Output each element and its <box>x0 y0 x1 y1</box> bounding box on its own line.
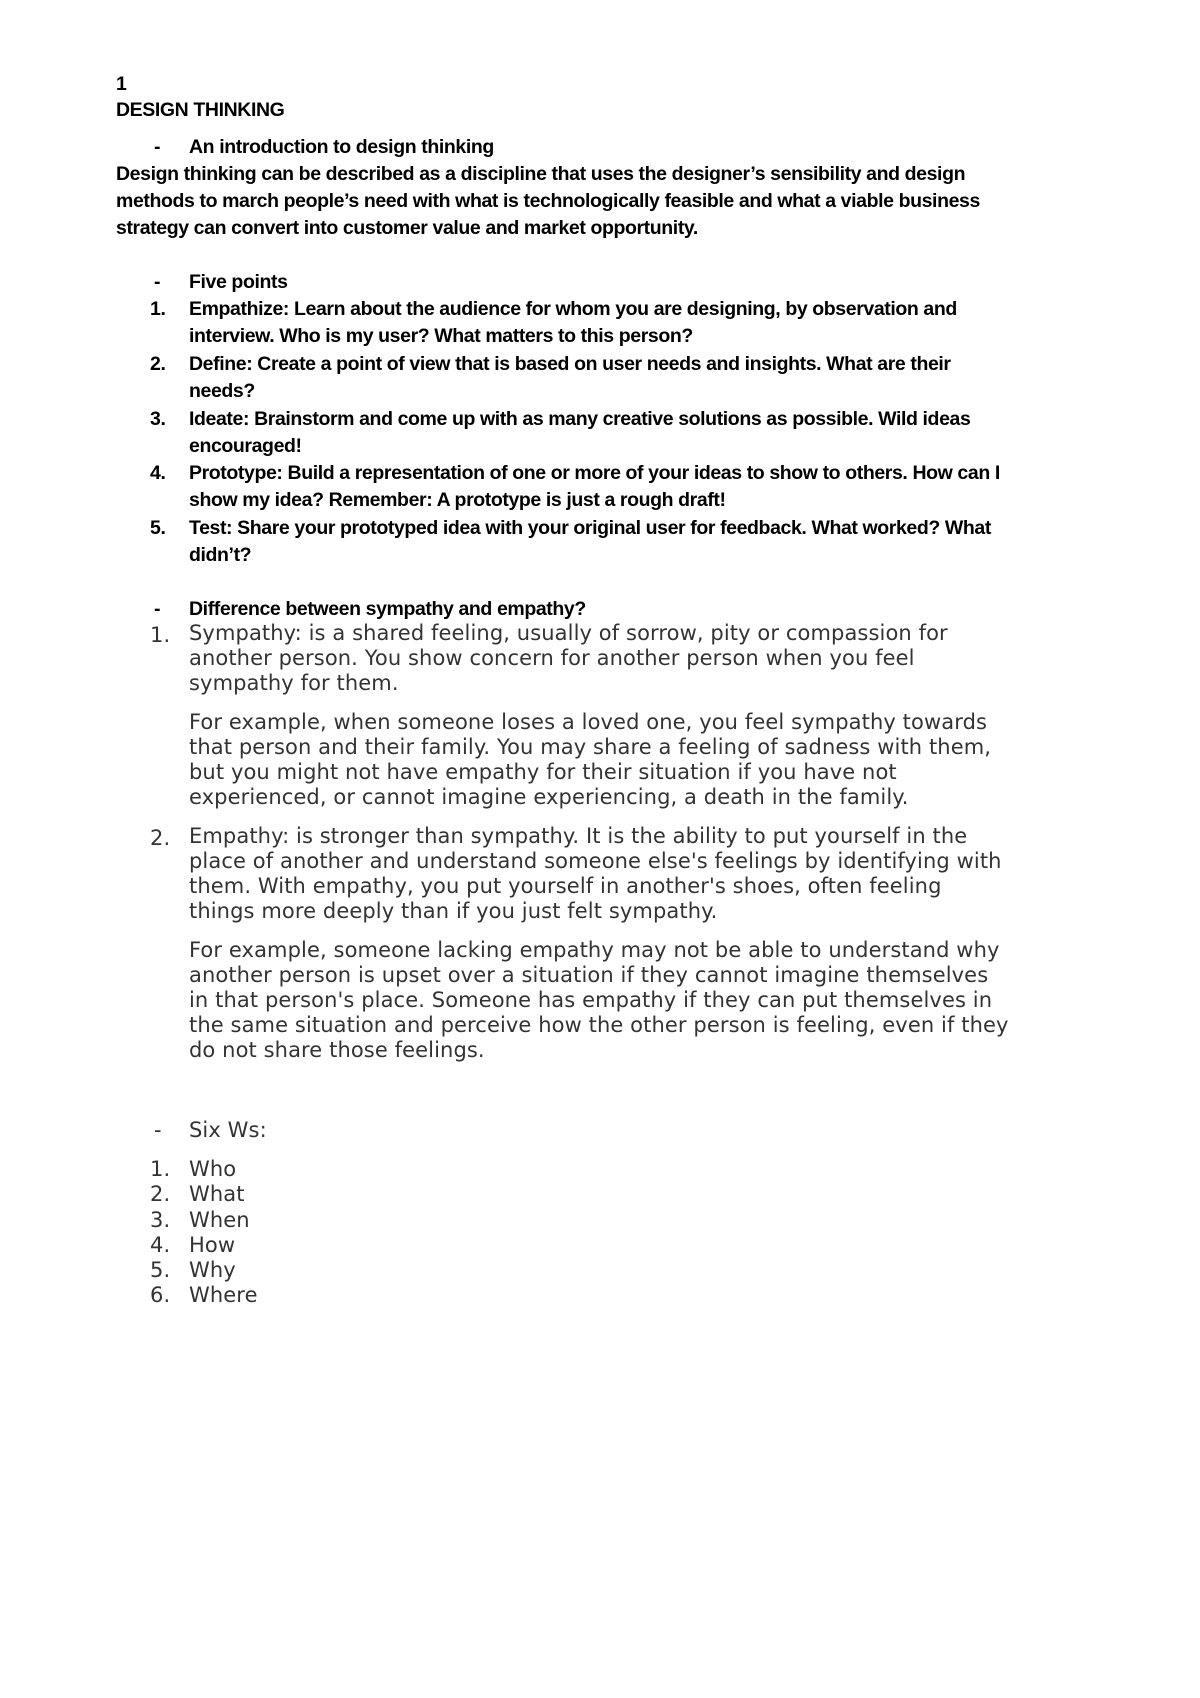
list-item-line: Ideate: Brainstorm and come up with as many creative solutions as possible. Wild ideas <box>189 408 971 430</box>
list-number: 6. <box>150 1283 171 1307</box>
list-item-text: What <box>189 1182 245 1206</box>
paragraph-line: but you might not have empathy for their situation if you have not <box>189 760 897 784</box>
list-number: 1. <box>150 298 166 320</box>
intro-paragraph-line: strategy can convert into customer value and market opportunity. <box>116 217 698 239</box>
list-number: 1. <box>150 623 171 647</box>
paragraph-line: that person and their family. You may share a feeling of sadness with them, <box>189 735 992 759</box>
empathy-example <box>189 938 1109 1063</box>
paragraph-line: the same situation and perceive how the other person is feeling, even if they <box>189 1013 1009 1037</box>
paragraph-line: Sympathy: is a shared feeling, usually of sorrow, pity or compassion for <box>189 621 948 645</box>
document-title: DESIGN THINKING <box>116 99 285 121</box>
list-item-line: encouraged! <box>189 435 302 457</box>
paragraph-line: place of another and understand someone else's feelings by identifying with <box>189 849 1002 873</box>
paragraph-line: another person. You show concern for another person when you feel <box>189 646 915 670</box>
paragraph-line: in that person's place. Someone has empathy if they can put themselves in <box>189 988 993 1012</box>
empathy-definition <box>189 824 1109 924</box>
paragraph-line: things more deeply than if you just felt sympathy. <box>189 899 718 923</box>
list-item-line: interview. Who is my user? What matters to this person? <box>189 325 693 347</box>
five-points-heading: Five points <box>189 271 288 293</box>
list-item-line: didn’t? <box>189 544 252 566</box>
list-number: 2. <box>150 353 166 375</box>
paragraph-line: do not share those feelings. <box>189 1038 485 1062</box>
list-number: 3. <box>150 408 166 430</box>
list-number: 2. <box>150 1182 171 1206</box>
paragraph-line: them. With empathy, you put yourself in another's shoes, often feeling <box>189 874 942 898</box>
list-number: 2. <box>150 826 171 850</box>
list-item-line: needs? <box>189 380 255 402</box>
list-number: 5. <box>150 517 166 539</box>
paragraph-line: sympathy for them. <box>189 671 399 695</box>
list-item-line: Define: Create a point of view that is based on user needs and insights. What are their <box>189 353 951 375</box>
list-item-line: Prototype: Build a representation of one or more of your ideas to show to others. How can I <box>189 462 1000 484</box>
list-item-text: How <box>189 1233 236 1257</box>
list-item-text: Where <box>189 1283 258 1307</box>
intro-paragraph-line: Design thinking can be described as a discipline that uses the designer’s sensibility and design <box>116 163 966 185</box>
paragraph-line: Empathy: is stronger than sympathy. It is the ability to put yourself in the <box>189 824 968 848</box>
paragraph-line: For example, when someone loses a loved one, you feel sympathy towards <box>189 710 988 734</box>
six-ws-heading: Six Ws: <box>189 1118 267 1142</box>
list-item-line: Test: Share your prototyped idea with your original user for feedback. What worked? What <box>189 517 991 539</box>
page-number: 1 <box>116 73 127 95</box>
list-item-text: When <box>189 1208 250 1232</box>
paragraph-line: For example, someone lacking empathy may not be able to understand why <box>189 938 1000 962</box>
dash-marker: - <box>154 136 161 158</box>
list-item-text: Why <box>189 1258 236 1282</box>
dash-marker: - <box>154 271 161 293</box>
sympathy-empathy-heading: Difference between sympathy and empathy? <box>189 598 586 620</box>
intro-bullet-text: An introduction to design thinking <box>189 136 494 158</box>
list-item-line: Empathize: Learn about the audience for whom you are designing, by observation and <box>189 298 957 320</box>
list-number: 1. <box>150 1157 171 1181</box>
list-number: 4. <box>150 1233 171 1257</box>
sympathy-example <box>189 710 1109 810</box>
intro-paragraph-line: methods to march people’s need with what is technologically feasible and what a viable business <box>116 190 980 212</box>
list-item-text: Who <box>189 1157 237 1181</box>
list-number: 5. <box>150 1258 171 1282</box>
dash-marker: - <box>154 598 161 620</box>
list-number: 3. <box>150 1208 171 1232</box>
paragraph-line: another person is upset over a situation if they cannot imagine themselves <box>189 963 989 987</box>
list-item-line: show my idea? Remember: A prototype is just a rough draft! <box>189 489 726 511</box>
sympathy-definition <box>189 621 1109 696</box>
dash-marker: - <box>154 1118 162 1142</box>
paragraph-line: experienced, or cannot imagine experiencing, a death in the family. <box>189 785 909 809</box>
list-number: 4. <box>150 462 166 484</box>
